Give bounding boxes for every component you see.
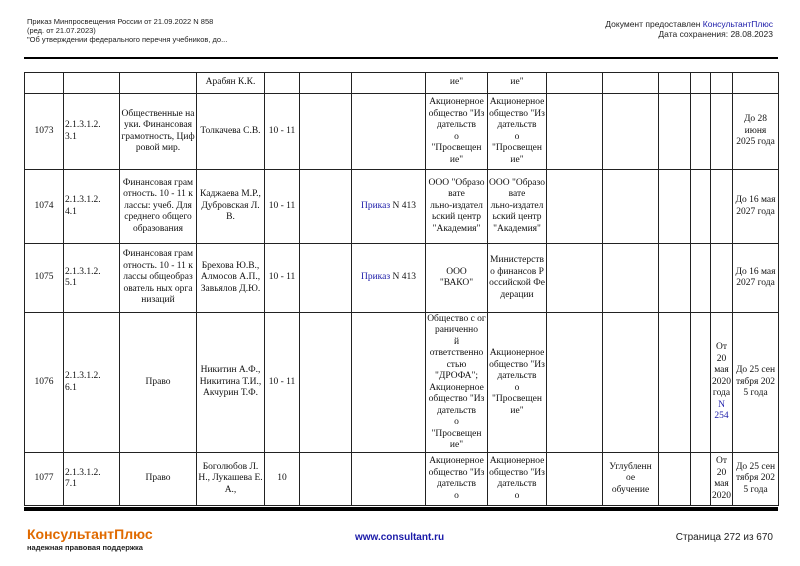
table-cell — [691, 313, 711, 453]
table-cell — [265, 73, 300, 94]
table-cell: Каджаева М.Р., Дубровская Л.В. — [197, 170, 265, 244]
table-cell: 1075 — [25, 244, 64, 313]
table-cell: 10 - 11 — [265, 170, 300, 244]
table-cell — [691, 244, 711, 313]
table-cell — [547, 453, 603, 506]
table-cell: 2.1.3.1.2. 7.1 — [64, 453, 120, 506]
table-cell: 10 - 11 — [265, 244, 300, 313]
table-cell — [691, 170, 711, 244]
table-cell: 2.1.3.1.2. 6.1 — [64, 313, 120, 453]
table-cell: ООО "Образовате льно-издател ьский центр "Академия" — [426, 170, 488, 244]
header-divider — [24, 57, 778, 59]
table-cell — [691, 453, 711, 506]
table-cell: 10 — [265, 453, 300, 506]
table-cell: Акционерное общество "Издательств о "Просвещен ие" — [488, 94, 547, 170]
table-row — [25, 244, 779, 313]
document-header-info — [605, 19, 773, 39]
table-cell: Брехова Ю.В., Алмосов А.П., Завьялов Д.Ю. — [197, 244, 265, 313]
table-cell: 2.1.3.1.2. 4.1 — [64, 170, 120, 244]
table-cell: Финансовая грамотность. 10 - 11 классы: учеб. Для среднего общего образования — [120, 170, 197, 244]
header-line: "Об утверждении федерального перечня учебников, до... — [27, 35, 228, 44]
table-cell — [659, 170, 691, 244]
table-cell — [659, 244, 691, 313]
table-row — [25, 94, 779, 170]
table-cell — [659, 313, 691, 453]
save-date: Дата сохранения: 28.08.2023 — [658, 29, 773, 39]
table-cell: Никитин А.Ф., Никитина Т.И., Акчурин Т.Ф. — [197, 313, 265, 453]
table-cell — [300, 94, 352, 170]
order-link[interactable]: Приказ — [360, 200, 391, 211]
table-cell: До 16 мая 2027 года — [733, 244, 779, 313]
table-cell[interactable]: Приказ N 413 — [352, 170, 426, 244]
table-cell — [25, 73, 64, 94]
table-cell — [352, 73, 426, 94]
table-cell: Общество с ограниченно й ответственно стью "ДРОФА"; Акционерное общество "Издательств о "Просвещен ие" — [426, 313, 488, 453]
table-cell: 10 - 11 — [265, 94, 300, 170]
table-cell — [659, 73, 691, 94]
brand-link[interactable]: КонсультантПлюс — [702, 19, 773, 29]
table-cell: От 20 мая 2020 года N 254 — [711, 313, 733, 453]
table-cell: Акционерное общество "Издательств о "Просвещен ие" — [426, 94, 488, 170]
table-cell — [547, 94, 603, 170]
table-cell — [711, 94, 733, 170]
table-row — [25, 170, 779, 244]
table-cell — [603, 170, 659, 244]
table-cell: Арабян К.К. — [197, 73, 265, 94]
footer-tagline: надежная правовая поддержка — [27, 543, 143, 552]
order-link[interactable]: Приказ — [360, 272, 391, 283]
table-cell: 2.1.3.1.2. 5.1 — [64, 244, 120, 313]
footer-logo: КонсультантПлюс — [27, 526, 153, 542]
page-number: Страница 272 из 670 — [675, 532, 773, 543]
table-cell — [603, 94, 659, 170]
table-cell — [352, 453, 426, 506]
table-row — [25, 453, 779, 506]
table-cell: Толкачева С.В. — [197, 94, 265, 170]
table-cell — [352, 94, 426, 170]
table-cell — [603, 73, 659, 94]
table-cell: Акционерное общество "Издательств о — [426, 453, 488, 506]
table-cell: 1077 — [25, 453, 64, 506]
table-cell[interactable]: Приказ N 413 — [352, 244, 426, 313]
table-cell — [547, 244, 603, 313]
table-cell: 1074 — [25, 170, 64, 244]
footer-brand — [27, 526, 153, 552]
table-cell — [300, 73, 352, 94]
table-cell: Общественные науки. Финансовая грамотность, Цифровой мир. — [120, 94, 197, 170]
footer-divider — [24, 507, 778, 511]
document-header-title — [27, 17, 227, 44]
table-cell — [691, 94, 711, 170]
table-cell — [300, 313, 352, 453]
table-cell — [711, 73, 733, 94]
table-cell — [603, 313, 659, 453]
table-cell: Министерств о финансов Российской Федерации — [488, 244, 547, 313]
table-cell: 1076 — [25, 313, 64, 453]
table-cell: От 20 мая 2020 — [711, 453, 733, 506]
table-cell: 1073 — [25, 94, 64, 170]
table-cell — [64, 73, 120, 94]
table-cell: До 25 сентября 2025 года — [733, 453, 779, 506]
table-cell — [547, 73, 603, 94]
table-cell: ООО "Образовате льно-издател ьский центр "Академия" — [488, 170, 547, 244]
provided-label: Документ предоставлен — [605, 19, 701, 29]
textbook-table — [24, 72, 779, 506]
table-cell: Углубленн ое обучение — [603, 453, 659, 506]
header-line: Приказ Минпросвещения России от 21.09.2022 N 858 — [27, 17, 214, 26]
table-cell: До 25 сентября 2025 года — [733, 313, 779, 453]
table-row — [25, 313, 779, 453]
table-cell — [300, 453, 352, 506]
table-cell: До 28 июня 2025 года — [733, 94, 779, 170]
table-cell: Акционерное общество "Издательств о — [488, 453, 547, 506]
table-cell: ие" — [426, 73, 488, 94]
table-row — [25, 73, 779, 94]
table-cell: ие" — [488, 73, 547, 94]
table-cell — [300, 244, 352, 313]
table-cell — [691, 73, 711, 94]
table-cell: ООО "ВАКО" — [426, 244, 488, 313]
table-cell — [547, 313, 603, 453]
table-cell — [603, 244, 659, 313]
table-cell — [711, 170, 733, 244]
order-link[interactable]: N 254 — [714, 399, 729, 422]
table-cell — [659, 94, 691, 170]
table-cell: Финансовая грамотность. 10 - 11 классы общеобразователь ных организаций — [120, 244, 197, 313]
table-cell — [120, 73, 197, 94]
table-cell: До 16 мая 2027 года — [733, 170, 779, 244]
table-cell — [733, 73, 779, 94]
table-cell: Боголюбов Л.Н., Лукашева Е.А., — [197, 453, 265, 506]
table-cell: 2.1.3.1.2. 3.1 — [64, 94, 120, 170]
table-cell — [547, 170, 603, 244]
header-line: (ред. от 21.07.2023) — [27, 26, 96, 35]
table-cell: Право — [120, 313, 197, 453]
table-cell — [711, 244, 733, 313]
table-cell: Акционерное общество "Издательств о "Просвещен ие" — [488, 313, 547, 453]
table-cell — [659, 453, 691, 506]
table-cell — [352, 313, 426, 453]
table-cell — [300, 170, 352, 244]
table-cell: Право — [120, 453, 197, 506]
table-cell: 10 - 11 — [265, 313, 300, 453]
footer-url-link[interactable]: www.consultant.ru — [355, 532, 445, 543]
